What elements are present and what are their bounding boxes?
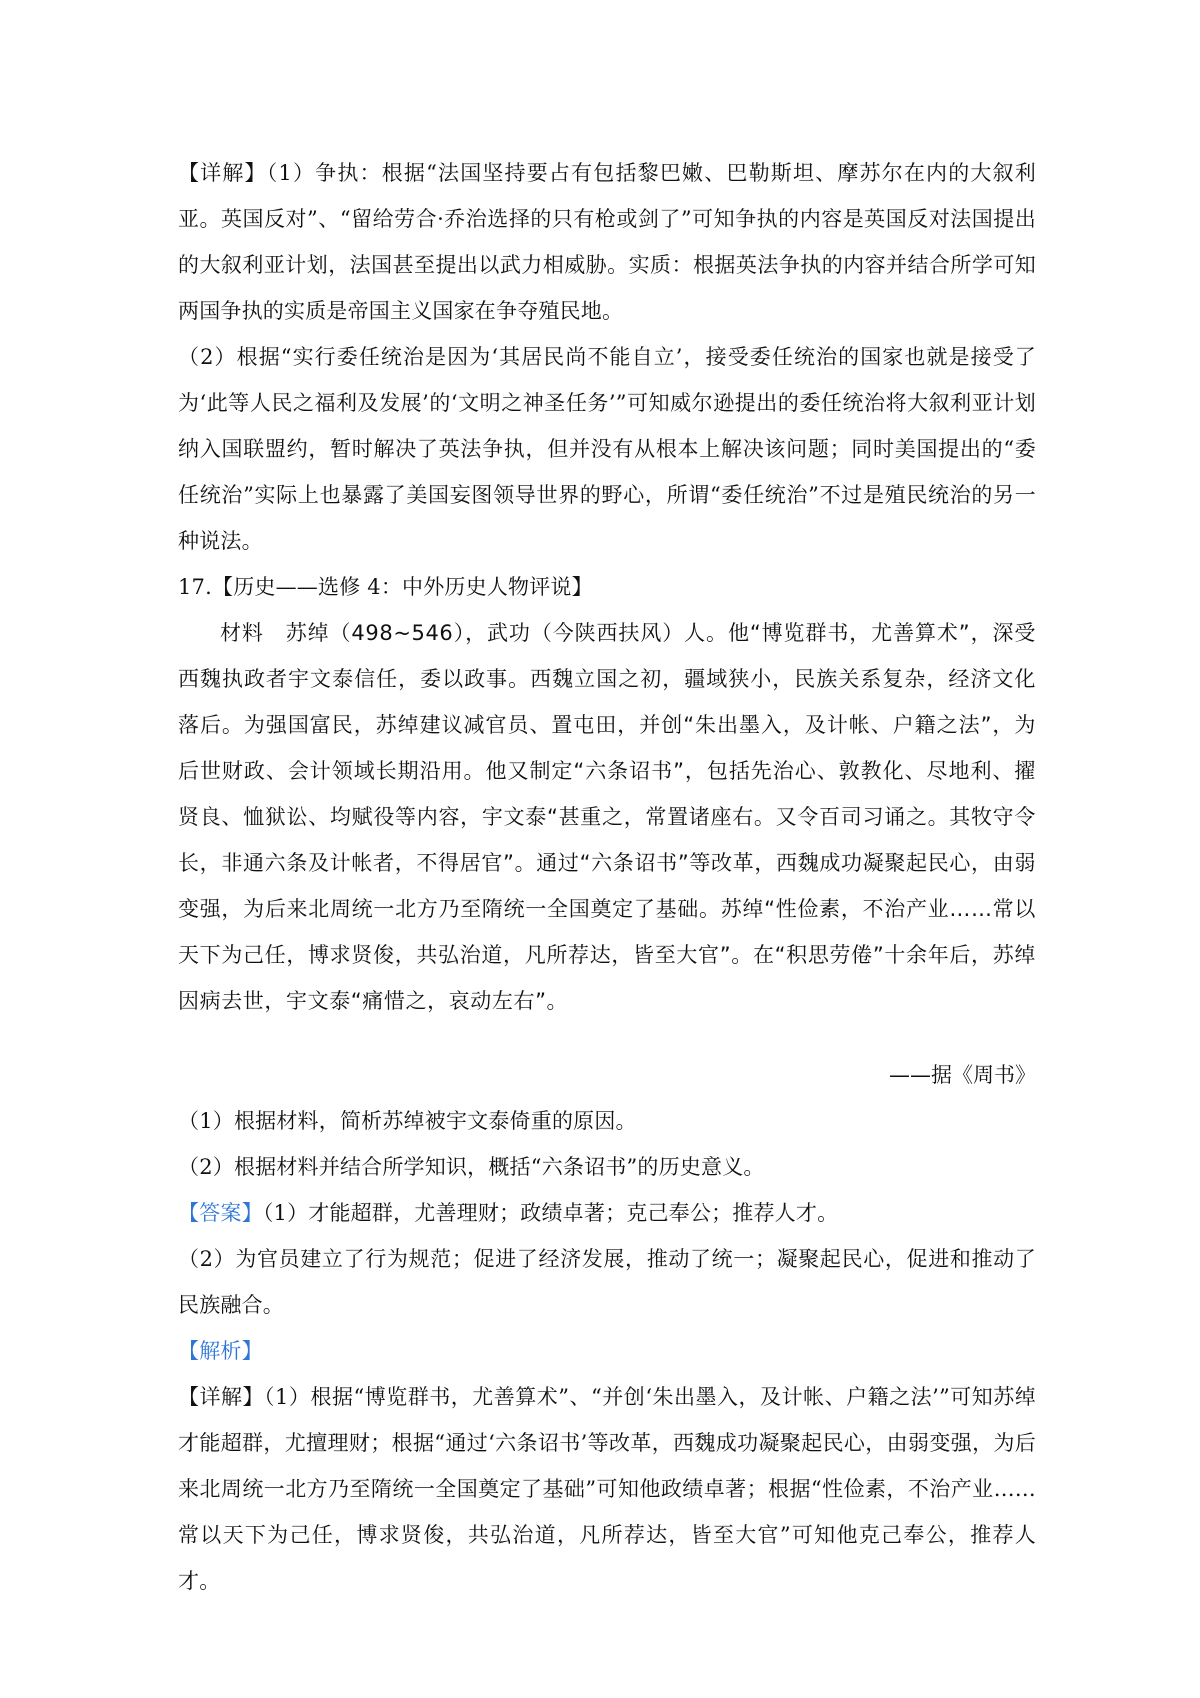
q17-detail-1-text: （1）根据“博览群书，尤善算术”、“并创‘朱出墨入，及计帐、户籍之法’”可知苏绰才能超群，尤擅理财；根据“通过‘六条诏书’等改革，西魏成功凝聚起民心，由弱变强，为后来北周统一北方乃至隋统一全国奠定了基础”可知他政绩卓著；根据“性俭素，不治产业……常以天下为己任，博求贤俊，共弘治道，凡所荐达，皆至大官”可知他克己奉公，推荐人才。 — [178, 1385, 1036, 1593]
q17-answer-2: （2）为官员建立了行为规范；促进了经济发展，推动了统一；凝聚起民心，促进和推动了民族融合。 — [178, 1247, 1036, 1317]
q17-answer-1 — [178, 1190, 1036, 1236]
q17-material: 材料 苏绰（498~546），武功（今陕西扶风）人。他“博览群书，尤善算术”，深受西魏执政者宇文泰信任，委以政事。西魏立国之初，疆域狭小，民族关系复杂，经济文化落后。为强国富民，苏绰建议减官员、置屯田，并创“朱出墨入，及计帐、户籍之法”，为后世财政、会计领域长期沿用。他又制定“六条诏书”，包括先治心、敦教化、尽地利、擢贤良、恤狱讼、均赋役等内容，宇文泰“甚重之，常置诸座右。又令百司习诵之。其牧守令长，非通六条及计帐者，不得居官”。通过“六条诏书”等改革，西魏成功凝聚起民心，由弱变强，为后来北周统一北方乃至隋统一全国奠定了基础。苏绰“性俭素，不治产业……常以天下为己任，博求贤俊，共弘治道，凡所荐达，皆至大官”。在“积思劳倦”十余年后，苏绰因病去世，宇文泰“痛惜之，哀动左右”。 — [178, 621, 1036, 1013]
q16-detail-1-text: （1）争执：根据“法国坚持要占有包括黎巴嫩、巴勒斯坦、摩苏尔在内的大叙利亚。英国反对”、“留给劳合·乔治选择的只有枪或剑了”可知争执的内容是英国反对法国提出的大叙利亚计划，法国甚至提出以武力相威胁。实质：根据英法争执的内容并结合所学可知两国争执的实质是帝国主义国家在争夺殖民地。 — [178, 161, 1036, 323]
answer-tag: 【答案】 — [178, 1201, 263, 1225]
q17-source-citation: ——据《周书》 — [889, 1063, 1036, 1087]
q16-detail-paragraph-1 — [178, 150, 1036, 334]
q17-answer-1-text: （1）才能超群，尤善理财；政绩卓著；克己奉公；推荐人才。 — [262, 1201, 839, 1225]
q17-question-1: （1）根据材料，简析苏绰被宇文泰倚重的原因。 — [178, 1109, 637, 1133]
analysis-tag: 【解析】 — [178, 1339, 263, 1363]
detail-tag: 【详解】 — [178, 1385, 265, 1409]
detail-tag: 【详解】 — [178, 161, 267, 185]
q17-heading: 17.【历史——选修 4：中外历史人物评说】 — [178, 575, 593, 599]
q17-question-2: （2）根据材料并结合所学知识，概括“六条诏书”的历史意义。 — [178, 1155, 765, 1179]
q17-detail-paragraph — [178, 1374, 1036, 1604]
q16-detail-paragraph-2: （2）根据“实行委任统治是因为‘其居民尚不能自立’，接受委任统治的国家也就是接受了为‘此等人民之福利及发展’的‘文明之神圣任务’”可知威尔逊提出的委任统治将大叙利亚计划纳入国联盟约，暂时解决了英法争执，但并没有从根本上解决该问题；同时美国提出的“委任统治”实际上也暴露了美国妄图领导世界的野心，所谓“委任统治”不过是殖民统治的另一种说法。 — [178, 345, 1036, 553]
